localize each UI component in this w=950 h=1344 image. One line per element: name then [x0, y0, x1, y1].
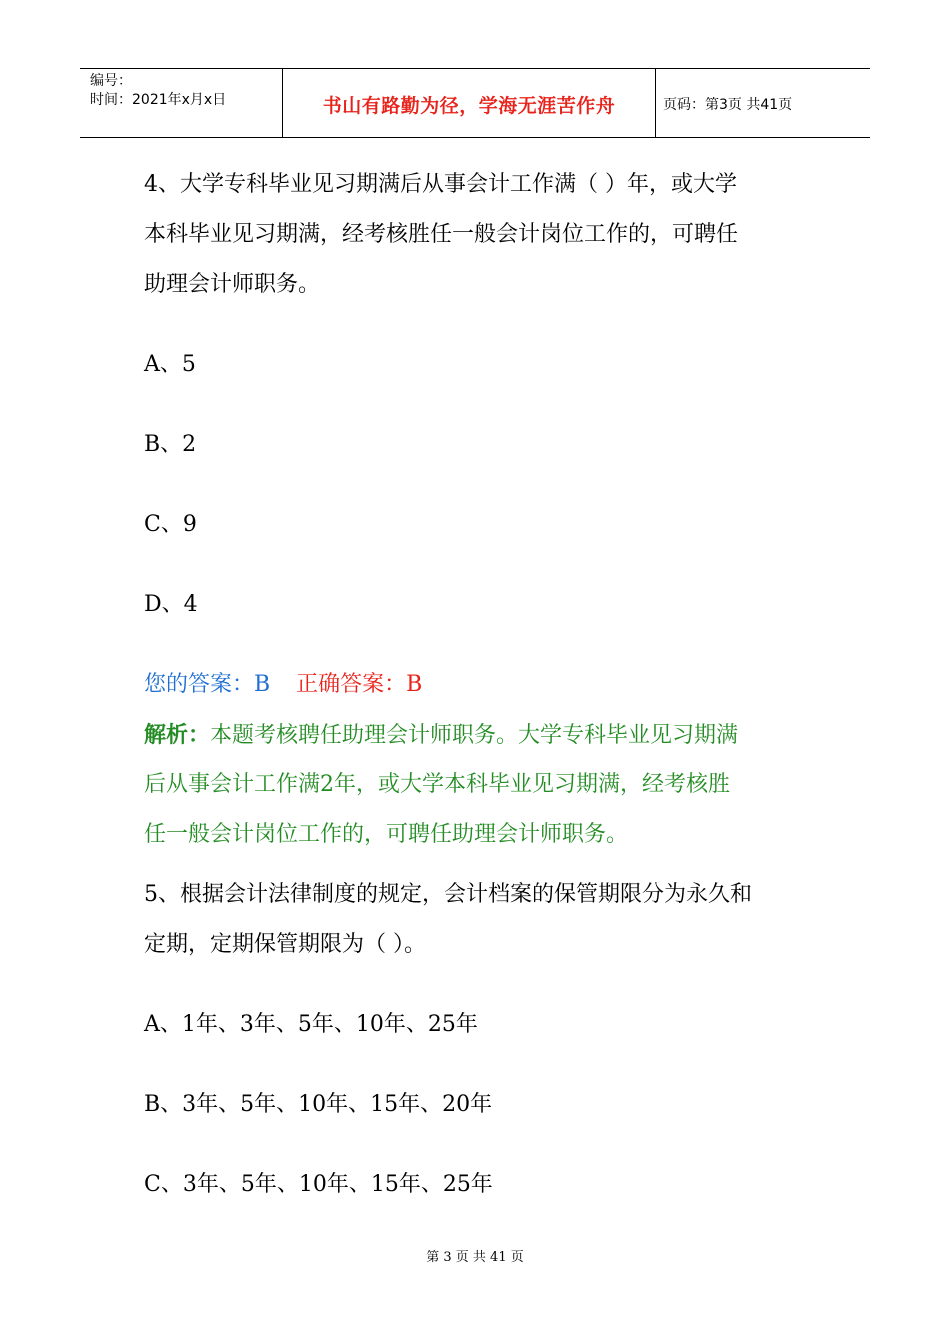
your-answer: 您的答案：B	[144, 672, 271, 697]
analysis-text-1: 本题考核聘任助理会计师职务。大学专科毕业见习期满	[210, 723, 739, 748]
q4-option-a: A、5	[144, 352, 196, 377]
q4-option-c: C、9	[144, 512, 197, 537]
q4-option-d: D、4	[144, 592, 198, 617]
header-page-cell	[655, 69, 870, 137]
q4-option-b: B、2	[144, 432, 197, 457]
date-line: 时间：2021年x月x日	[90, 92, 227, 108]
question-5-line-1: 5、根据会计法律制度的规定，会计档案的保管期限分为永久和	[144, 882, 752, 907]
header-motto-cell	[282, 69, 656, 137]
question-5-line-2: 定期，定期保管期限为（ ）。	[144, 932, 426, 957]
number-label: 编号：	[90, 73, 132, 89]
correct-answer: 正确答案：B	[296, 672, 423, 697]
question-4-line-1: 4、大学专科毕业见习期满后从事会计工作满（ ）年，或大学	[144, 172, 737, 197]
q5-option-b: B、3年、5年、10年、15年、20年	[144, 1092, 493, 1117]
motto: 书山有路勤为径，学海无涯苦作舟	[322, 95, 616, 117]
q5-option-c: C、3年、5年、10年、15年、25年	[144, 1172, 493, 1197]
q5-option-a: A、1年、3年、5年、10年、25年	[144, 1012, 478, 1037]
page-footer: 第 3 页 共 41 页	[426, 1250, 524, 1265]
analysis-line-2: 后从事会计工作满2年，或大学本科毕业见习期满，经考核胜	[144, 772, 730, 797]
answer-line	[144, 671, 422, 699]
question-4-line-2: 本科毕业见习期满，经考核胜任一般会计岗位工作的，可聘任	[144, 222, 739, 247]
analysis-line-1	[144, 721, 738, 750]
analysis-label: 解析：	[144, 722, 211, 748]
page-info: 页码：第3页 共41页	[663, 97, 793, 113]
document-header	[80, 68, 870, 138]
analysis-line-3: 任一般会计岗位工作的，可聘任助理会计师职务。	[144, 822, 629, 847]
header-meta	[80, 69, 282, 137]
question-4-line-3: 助理会计师职务。	[144, 272, 321, 297]
